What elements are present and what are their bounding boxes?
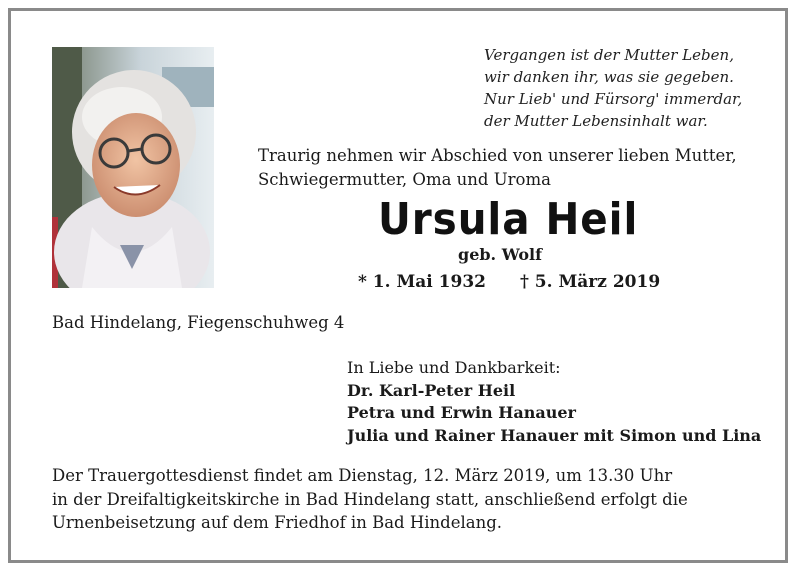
poem-line: Vergangen ist der Mutter Leben, bbox=[484, 46, 734, 64]
poem-line: Nur Lieb' und Fürsorg' immerdar, bbox=[484, 90, 743, 108]
mourners-heading: In Liebe und Dankbarkeit: bbox=[347, 358, 561, 377]
service-line: Der Trauergottesdienst findet am Dienstag, 12. März 2019, um 13.30 Uhr bbox=[52, 466, 673, 485]
poem bbox=[484, 44, 754, 132]
mourner-name: Petra und Erwin Hanauer bbox=[347, 403, 576, 422]
address: Bad Hindelang, Fiegenschuhweg 4 bbox=[52, 313, 345, 332]
birth-date: * 1. Mai 1932 bbox=[358, 272, 486, 292]
portrait-illustration bbox=[52, 47, 214, 288]
farewell-intro bbox=[258, 144, 758, 192]
mourners-block bbox=[347, 357, 761, 447]
service-line: in der Dreifaltigkeitskirche in Bad Hindelang statt, anschließend erfolgt die bbox=[52, 489, 688, 509]
intro-line: Schwiegermutter, Oma und Uroma bbox=[258, 170, 551, 189]
poem-line: wir danken ihr, was sie gegeben. bbox=[484, 68, 734, 86]
death-date: † 5. März 2019 bbox=[520, 272, 661, 292]
intro-line: Traurig nehmen wir Abschied von unserer lieben Mutter, bbox=[258, 146, 737, 165]
mourner-name: Dr. Karl-Peter Heil bbox=[347, 380, 516, 400]
service-info bbox=[52, 464, 772, 535]
mourner-name: Julia und Rainer Hanauer mit Simon und Lina bbox=[347, 425, 762, 445]
deceased-name: Ursula Heil bbox=[378, 194, 639, 245]
portrait-photo bbox=[52, 47, 214, 288]
service-line: Urnenbeisetzung auf dem Friedhof in Bad Hindelang. bbox=[52, 513, 503, 532]
poem-line: der Mutter Lebensinhalt war. bbox=[484, 112, 708, 130]
life-dates bbox=[358, 272, 660, 292]
maiden-name: geb. Wolf bbox=[458, 245, 542, 264]
